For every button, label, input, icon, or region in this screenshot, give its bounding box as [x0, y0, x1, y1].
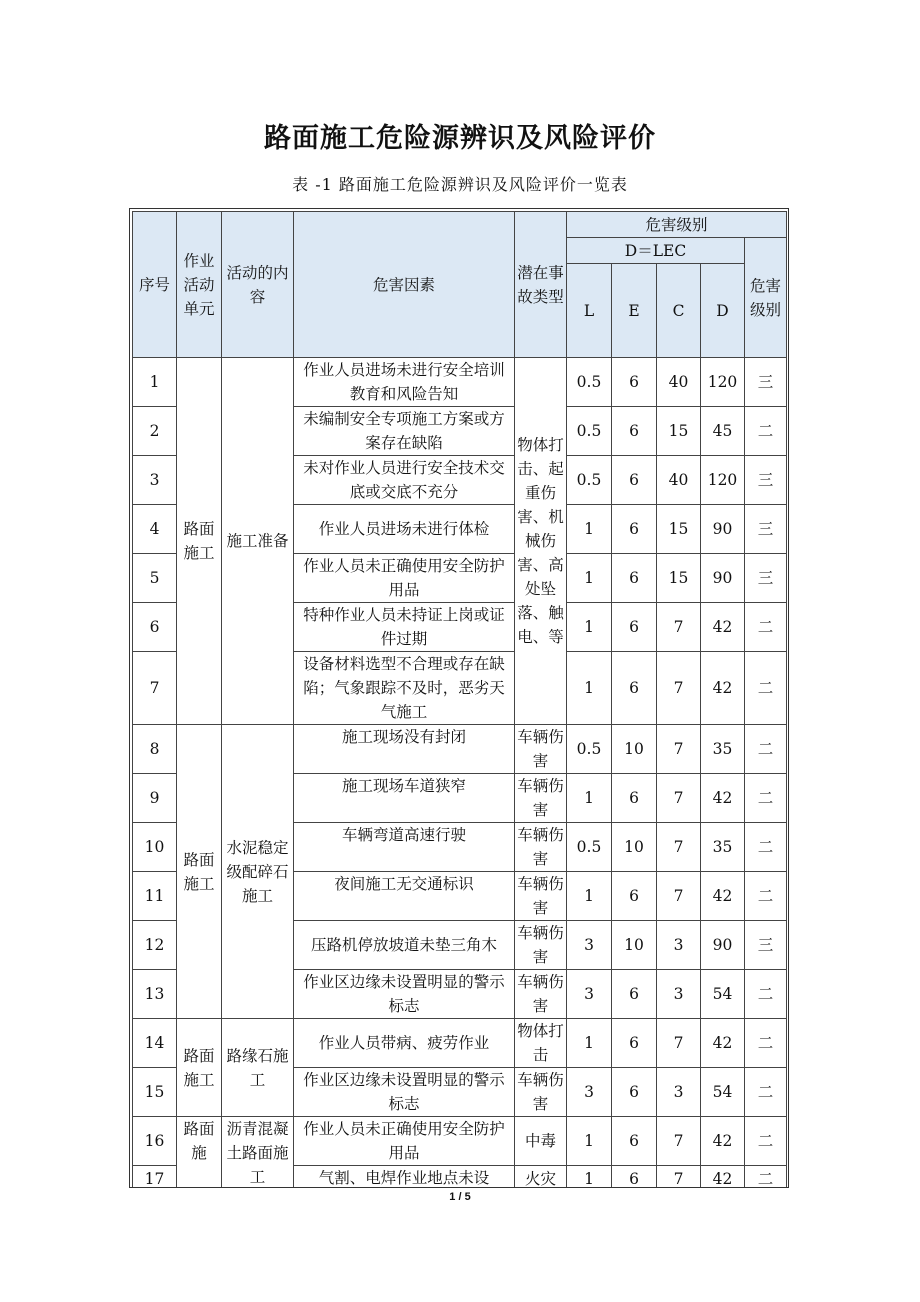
l-value: 0.5 — [567, 456, 612, 505]
d-value: 54 — [701, 970, 745, 1019]
accident-type: 车辆伤害 — [515, 1068, 567, 1117]
e-value: 6 — [612, 774, 657, 823]
e-value: 6 — [612, 554, 657, 603]
row-number: 8 — [133, 725, 177, 774]
hazard-factor: 气割、电焊作业地点未设 — [294, 1166, 515, 1189]
accident-type: 火灾 — [515, 1166, 567, 1189]
e-value: 6 — [612, 1117, 657, 1166]
d-value: 90 — [701, 921, 745, 970]
header-activity: 活动的内容 — [222, 212, 294, 358]
l-value: 1 — [567, 872, 612, 921]
grade-value: 二 — [745, 603, 787, 652]
hazard-factor: 作业人员带病、疲劳作业 — [294, 1019, 515, 1068]
work-unit: 路面施 — [177, 1117, 222, 1189]
row-number: 14 — [133, 1019, 177, 1068]
row-number: 5 — [133, 554, 177, 603]
hazard-factor: 作业区边缘未设置明显的警示标志 — [294, 1068, 515, 1117]
c-value: 7 — [657, 872, 701, 921]
grade-value: 二 — [745, 872, 787, 921]
l-value: 3 — [567, 921, 612, 970]
e-value: 10 — [612, 921, 657, 970]
header-e: E — [612, 264, 657, 358]
hazard-factor: 未编制安全专项施工方案或方案存在缺陷 — [294, 407, 515, 456]
l-value: 0.5 — [567, 407, 612, 456]
row-number: 4 — [133, 505, 177, 554]
row-number: 15 — [133, 1068, 177, 1117]
c-value: 7 — [657, 1019, 701, 1068]
hazard-factor: 作业人员进场未进行安全培训教育和风险告知 — [294, 358, 515, 407]
activity-content: 水泥稳定级配碎石施工 — [222, 725, 294, 1019]
e-value: 6 — [612, 970, 657, 1019]
c-value: 40 — [657, 456, 701, 505]
d-value: 90 — [701, 554, 745, 603]
row-number: 9 — [133, 774, 177, 823]
c-value: 7 — [657, 1166, 701, 1189]
document-title: 路面施工危险源辨识及风险评价 — [264, 123, 656, 154]
e-value: 6 — [612, 505, 657, 554]
table-row — [133, 1117, 787, 1166]
row-number: 3 — [133, 456, 177, 505]
accident-type: 物体打击 — [515, 1019, 567, 1068]
d-value: 90 — [701, 505, 745, 554]
l-value: 0.5 — [567, 823, 612, 872]
d-value: 42 — [701, 872, 745, 921]
hazard-factor: 作业人员未正确使用安全防护用品 — [294, 554, 515, 603]
d-value: 35 — [701, 725, 745, 774]
row-number: 2 — [133, 407, 177, 456]
d-value: 42 — [701, 1117, 745, 1166]
header-accident: 潜在事故类型 — [515, 212, 567, 358]
e-value: 10 — [612, 725, 657, 774]
e-value: 6 — [612, 872, 657, 921]
risk-table — [132, 211, 787, 1188]
work-unit: 路面施工 — [177, 725, 222, 1019]
grade-value: 二 — [745, 774, 787, 823]
c-value: 7 — [657, 823, 701, 872]
table-row — [133, 358, 787, 407]
hazard-factor: 作业区边缘未设置明显的警示标志 — [294, 970, 515, 1019]
table-caption: 表 -1 路面施工危险源辨识及风险评价一览表 — [292, 175, 628, 194]
c-value: 7 — [657, 1117, 701, 1166]
table-row — [133, 725, 787, 774]
grade-value: 三 — [745, 358, 787, 407]
accident-type: 车辆伤害 — [515, 823, 567, 872]
d-value: 120 — [701, 456, 745, 505]
hazard-factor: 作业人员未正确使用安全防护用品 — [294, 1117, 515, 1166]
header-hazard: 危害因素 — [294, 212, 515, 358]
row-number: 10 — [133, 823, 177, 872]
l-value: 1 — [567, 774, 612, 823]
c-value: 3 — [657, 921, 701, 970]
hazard-factor: 作业人员进场未进行体检 — [294, 505, 515, 554]
grade-value: 二 — [745, 970, 787, 1019]
l-value: 1 — [567, 554, 612, 603]
hazard-factor: 未对作业人员进行安全技术交底或交底不充分 — [294, 456, 515, 505]
e-value: 6 — [612, 603, 657, 652]
l-value: 3 — [567, 1068, 612, 1117]
d-value: 45 — [701, 407, 745, 456]
row-number: 6 — [133, 603, 177, 652]
d-value: 42 — [701, 1166, 745, 1189]
l-value: 1 — [567, 1117, 612, 1166]
grade-value: 三 — [745, 505, 787, 554]
row-number: 16 — [133, 1117, 177, 1166]
header-l: L — [567, 264, 612, 358]
row-number: 13 — [133, 970, 177, 1019]
grade-value: 二 — [745, 407, 787, 456]
l-value: 3 — [567, 970, 612, 1019]
hazard-factor: 施工现场车道狭窄 — [294, 774, 515, 823]
l-value: 0.5 — [567, 725, 612, 774]
e-value: 6 — [612, 652, 657, 725]
table-frame — [129, 208, 789, 1188]
work-unit: 路面施工 — [177, 358, 222, 725]
header-d: D — [701, 264, 745, 358]
work-unit: 路面施工 — [177, 1019, 222, 1117]
page-number: 1 / 5 — [449, 1191, 471, 1203]
accident-type: 车辆伤害 — [515, 970, 567, 1019]
grade-value: 二 — [745, 823, 787, 872]
accident-type: 车辆伤害 — [515, 921, 567, 970]
grade-value: 二 — [745, 1117, 787, 1166]
l-value: 1 — [567, 603, 612, 652]
hazard-factor: 设备材料选型不合理或存在缺陷；气象跟踪不及时，恶劣天气施工 — [294, 652, 515, 725]
c-value: 7 — [657, 652, 701, 725]
grade-value: 三 — [745, 921, 787, 970]
c-value: 7 — [657, 725, 701, 774]
e-value: 10 — [612, 823, 657, 872]
c-value: 3 — [657, 970, 701, 1019]
c-value: 15 — [657, 554, 701, 603]
hazard-factor: 夜间施工无交通标识 — [294, 872, 515, 921]
d-value: 54 — [701, 1068, 745, 1117]
hazard-factor: 压路机停放坡道未垫三角木 — [294, 921, 515, 970]
c-value: 7 — [657, 774, 701, 823]
e-value: 6 — [612, 358, 657, 407]
grade-value: 二 — [745, 1019, 787, 1068]
activity-content: 路缘石施工 — [222, 1019, 294, 1117]
d-value: 120 — [701, 358, 745, 407]
c-value: 40 — [657, 358, 701, 407]
e-value: 6 — [612, 407, 657, 456]
d-value: 42 — [701, 603, 745, 652]
l-value: 1 — [567, 505, 612, 554]
row-number: 17 — [133, 1166, 177, 1189]
e-value: 6 — [612, 1166, 657, 1189]
d-value: 42 — [701, 1019, 745, 1068]
table-row — [133, 1019, 787, 1068]
header-seq: 序号 — [133, 212, 177, 358]
d-value: 35 — [701, 823, 745, 872]
row-number: 7 — [133, 652, 177, 725]
grade-value: 二 — [745, 1166, 787, 1189]
grade-value: 二 — [745, 652, 787, 725]
row-number: 11 — [133, 872, 177, 921]
grade-value: 三 — [745, 456, 787, 505]
d-value: 42 — [701, 774, 745, 823]
row-number: 1 — [133, 358, 177, 407]
l-value: 1 — [567, 1166, 612, 1189]
row-number: 12 — [133, 921, 177, 970]
header-danger-level: 危害级别 — [567, 212, 787, 238]
accident-type: 车辆伤害 — [515, 725, 567, 774]
d-value: 42 — [701, 652, 745, 725]
accident-type: 车辆伤害 — [515, 774, 567, 823]
e-value: 6 — [612, 1068, 657, 1117]
hazard-factor: 特种作业人员未持证上岗或证件过期 — [294, 603, 515, 652]
grade-value: 二 — [745, 725, 787, 774]
activity-content: 施工准备 — [222, 358, 294, 725]
grade-value: 二 — [745, 1068, 787, 1117]
c-value: 7 — [657, 603, 701, 652]
header-unit: 作业活动单元 — [177, 212, 222, 358]
header-grade: 危害级别 — [745, 238, 787, 358]
hazard-factor: 施工现场没有封闭 — [294, 725, 515, 774]
c-value: 3 — [657, 1068, 701, 1117]
activity-content: 沥青混凝土路面施工 — [222, 1117, 294, 1189]
header-formula: D＝LEC — [567, 238, 745, 264]
e-value: 6 — [612, 1019, 657, 1068]
header-c: C — [657, 264, 701, 358]
accident-type: 中毒 — [515, 1117, 567, 1166]
c-value: 15 — [657, 505, 701, 554]
e-value: 6 — [612, 456, 657, 505]
l-value: 1 — [567, 1019, 612, 1068]
accident-type: 车辆伤害 — [515, 872, 567, 921]
l-value: 1 — [567, 652, 612, 725]
accident-type: 物体打击、起重伤害、机械伤害、高处坠落、触电、等 — [515, 358, 567, 725]
l-value: 0.5 — [567, 358, 612, 407]
grade-value: 三 — [745, 554, 787, 603]
hazard-factor: 车辆弯道高速行驶 — [294, 823, 515, 872]
c-value: 15 — [657, 407, 701, 456]
